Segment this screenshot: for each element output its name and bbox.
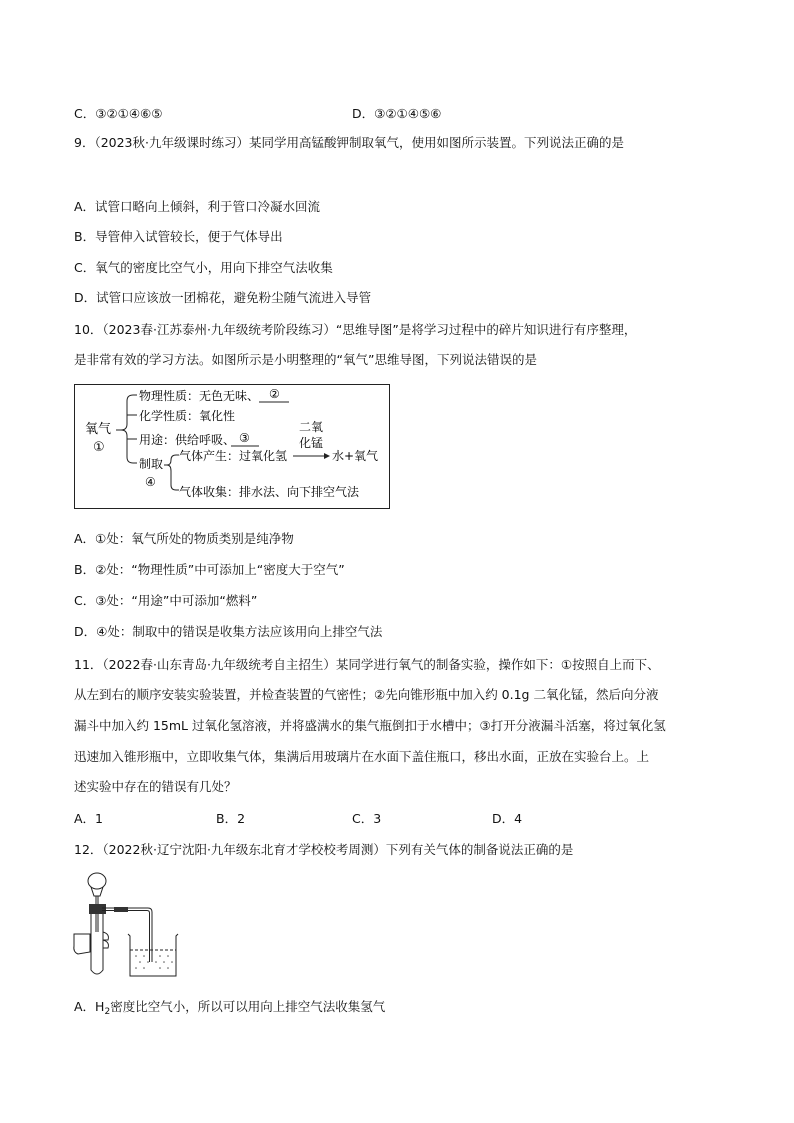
q10-stem-line2: 是非常有效的学习方法。如图所示是小明整理的“氧气”思维导图，下列说法错误的是 (74, 352, 537, 367)
q12-stem: 12．（2022秋·辽宁沈阳·九年级东北育才学校校考周测）下列有关气体的制备说法正确的是 (74, 842, 574, 857)
q9-option-c: C．氧气的密度比空气小，用向下排空气法收集 (74, 260, 333, 275)
q9-option-a: A．试管口略向上倾斜，利于管口冷凝水回流 (74, 199, 321, 214)
mm-prep-brace-upper (164, 455, 179, 465)
mm-physical: 物理性质：无色无味、 (139, 389, 260, 403)
q8-option-d: D．③②①④⑤⑥ (352, 106, 442, 121)
q11-stem-line5: 述实验中存在的错误有几处？ (74, 779, 237, 794)
q12-option-a-subscript: 2 (104, 1007, 111, 1017)
mm-chemical: 化学性质：氧化性 (139, 409, 236, 423)
apparatus-illustration (72, 872, 190, 980)
mm-gen: 气体产生：过氧化氢 (179, 449, 288, 463)
q11-option-b: B．2 (216, 811, 246, 826)
mm-prep-marker: ④ (145, 475, 156, 489)
q9-option-d: D．试管口应该放一团棉花，避免粉尘随气流进入导管 (74, 290, 372, 305)
q11-stem-line4: 迅速加入锥形瓶中，立即收集气体，集满后用玻璃片在水面下盖住瓶口，移出水面，正放在实验台上。上 (74, 749, 650, 764)
q9-stem: 9．（2023秋·九年级课时练习）某同学用高锰酸钾制取氧气，使用如图所示装置。下列说法正确的是 (74, 135, 624, 150)
q11-stem-line3: 漏斗中加入约 15mL 过氧化氢溶液，并将盛满水的集气瓶倒扣于水槽中；③打开分液漏斗活塞，将过氧化氢 (74, 718, 666, 733)
mm-physical-blank: ② (269, 387, 280, 401)
q8-option-c: C．③②①④⑥⑤ (74, 106, 163, 121)
q10-option-d: D．④处：制取中的错误是收集方法应该用向上排空气法 (74, 624, 383, 639)
mm-use: 用途：供给呼吸、 (139, 433, 236, 447)
q11-stem-line1: 11．（2022春·山东青岛·九年级统考自主招生）某同学进行氧气的制备实验，操作如下：①按照自上而下、 (74, 657, 660, 672)
airtightness-check-diagram (72, 872, 190, 980)
q12-option-a-prefix: A．H (74, 999, 105, 1014)
q12-option-a (74, 999, 385, 1020)
mm-root: 氧气 (85, 422, 112, 437)
q11-option-c: C．3 (352, 811, 382, 826)
mm-catalyst-bottom: 化锰 (299, 436, 324, 450)
q12-option-a-rest: 密度比空气小，所以可以用向上排空气法收集氢气 (110, 999, 386, 1014)
q10-option-c: C．③处：“用途”中可添加“燃料” (74, 593, 258, 608)
mm-use-blank: ③ (239, 431, 250, 445)
q9-option-b: B．导管伸入试管较长，便于气体导出 (74, 229, 283, 244)
mm-prep: 制取 (139, 457, 164, 471)
q11-option-a: A．1 (74, 811, 104, 826)
mm-root-marker: ① (93, 440, 105, 455)
mm-prep-brace-lower (167, 465, 179, 490)
q10-option-b: B．②处：“物理性质”中可添加上“密度大于空气” (74, 562, 345, 577)
mm-collect: 气体收集：排水法、向下排空气法 (179, 485, 360, 499)
mind-map-graphic (75, 385, 389, 508)
mm-brace-lower (121, 430, 137, 463)
q10-stem-line1: 10．（2023春·江苏泰州·九年级统考阶段练习）“思维导图”是将学习过程中的碎片知识进行有序整理， (74, 322, 637, 337)
mm-arrow-head (324, 453, 330, 459)
q11-stem-line2: 从左到右的顺序安装实验装置，并检查装置的气密性；②先向锥形瓶中加入约 0.1g 二氧化锰，然后向分液 (74, 687, 659, 702)
oxygen-mind-map (74, 384, 390, 509)
q10-option-a: A．①处：氧气所处的物质类别是纯净物 (74, 531, 294, 546)
q11-option-d: D．4 (492, 811, 523, 826)
mm-product: 水+氧气 (332, 449, 379, 463)
mm-catalyst-top: 二氧 (299, 420, 324, 434)
mm-brace-upper (116, 395, 137, 430)
